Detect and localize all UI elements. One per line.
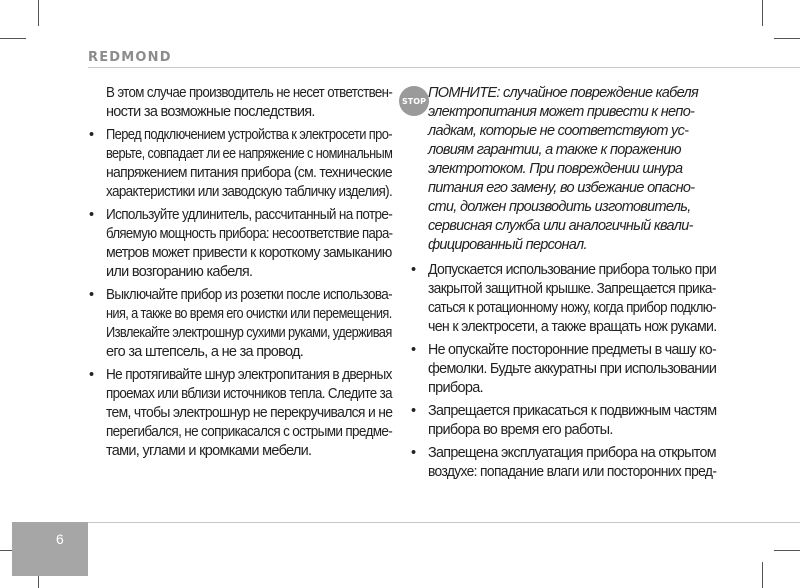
text-line: бляемую мощность прибора: несоответствие пара-	[106, 226, 393, 242]
text-line: метров может привести к короткому замыканию	[106, 245, 392, 261]
text-line: ладкам, которые не соответствуют ус-	[428, 123, 689, 139]
bullet-icon: •	[89, 127, 95, 143]
crop-mark	[0, 38, 26, 39]
page-number-box	[12, 522, 88, 576]
list-item	[404, 402, 716, 440]
text-line: Извлекайте электрошнур сухими руками, удерживая	[106, 325, 392, 341]
text-line: сервисная служба или аналогичный квали-	[428, 218, 693, 234]
text-line: его за штепсель, а не за провод.	[106, 344, 304, 360]
text-line: Не опускайте посторонние предметы в чашу ко-	[428, 342, 717, 358]
bullet-icon: •	[89, 367, 95, 383]
bullet-icon: •	[411, 342, 417, 358]
text-line: Не протягивайте шнур электропитания в дверных	[106, 367, 392, 383]
text-line: сти, должен производить изготовитель,	[428, 199, 691, 215]
text-line: ПОМНИТЕ: случайное повреждение кабеля	[428, 85, 699, 101]
text-line: ния, а также во время его очистки или перемещения.	[106, 306, 392, 322]
header-divider	[88, 67, 800, 68]
list-item	[86, 286, 392, 362]
text-line: воздухе: попадание влаги или посторонних пред-	[428, 464, 717, 480]
text-line: прибора во время его работы.	[428, 422, 613, 438]
text-line: тем, чтобы электрошнур не перекручивался и не	[106, 405, 393, 421]
text-line: напряжением питания прибора (см. технические	[106, 165, 392, 181]
warning-note-text	[428, 84, 716, 255]
text-line: Перед подключением устройства к электросети про-	[106, 127, 392, 143]
list-item	[404, 444, 716, 482]
text-line: Выключайте прибор из розетки после использова-	[106, 287, 392, 303]
crop-mark	[38, 0, 39, 26]
text-line: фемолки. Будьте аккуратны при использовании	[428, 361, 717, 377]
crop-mark	[0, 550, 12, 551]
brand-logo: REDMOND	[88, 50, 172, 65]
right-column	[404, 84, 716, 482]
text-line: ности за возможные последствия.	[106, 104, 315, 120]
list-item	[86, 126, 392, 202]
text-line: ловиям гарантии, а также к поражению	[428, 142, 681, 158]
text-line: верьте, совпадает ли ее напряжение с номинальным	[106, 146, 393, 162]
list-item	[86, 366, 392, 461]
crop-mark	[774, 38, 800, 39]
warning-note	[404, 84, 716, 255]
crop-mark	[762, 0, 763, 26]
text-line: тами, углами и кромками мебели.	[106, 443, 312, 459]
stop-icon: STOP	[399, 86, 429, 116]
list-item	[86, 206, 392, 282]
text-line: электропитания может привести к непо-	[428, 104, 695, 120]
left-column	[86, 84, 392, 461]
text-line: или возгоранию кабеля.	[106, 264, 253, 280]
bullet-icon: •	[411, 445, 417, 461]
bullet-icon: •	[411, 403, 417, 419]
text-line: Запрещается прикасаться к подвижным частям	[428, 403, 717, 419]
bullet-icon: •	[411, 262, 417, 278]
page-number: 6	[56, 531, 64, 547]
text-line: чен к электросети, а также вращать нож руками.	[428, 319, 717, 335]
text-line: электротоком. При повреждении шнура	[428, 161, 683, 177]
bullet-icon: •	[89, 287, 95, 303]
footer-divider	[88, 522, 800, 523]
bullet-list	[86, 126, 392, 461]
crop-mark	[774, 550, 800, 551]
text-line: В этом случае производитель не несет ответствен-	[106, 85, 393, 101]
text-line: прибора.	[428, 380, 483, 396]
text-line: перегибался, не соприкасался с острыми предме-	[106, 424, 393, 440]
text-line: саться к ротационному ножу, когда прибор подклю-	[428, 300, 716, 316]
intro-paragraph	[86, 84, 392, 122]
bullet-list	[404, 261, 716, 482]
text-line: характеристики или заводскую табличку изделия).	[106, 184, 393, 200]
text-line: Используйте удлинитель, рассчитанный на потре-	[106, 207, 393, 223]
crop-mark	[762, 562, 763, 588]
text-line: питания его замену, во избежание опасно-	[428, 180, 695, 196]
text-line: проемах или вблизи источников тепла. Следите за	[106, 386, 392, 402]
text-line: фицированный персонал.	[428, 237, 587, 253]
list-item	[404, 261, 716, 337]
text-line: Запрещена эксплуатация прибора на открытом	[428, 445, 716, 461]
list-item	[404, 341, 716, 398]
text-line: Допускается использование прибора только при	[428, 262, 717, 278]
bullet-icon: •	[89, 207, 95, 223]
text-line: закрытой защитной крышке. Запрещается прика-	[428, 281, 716, 297]
